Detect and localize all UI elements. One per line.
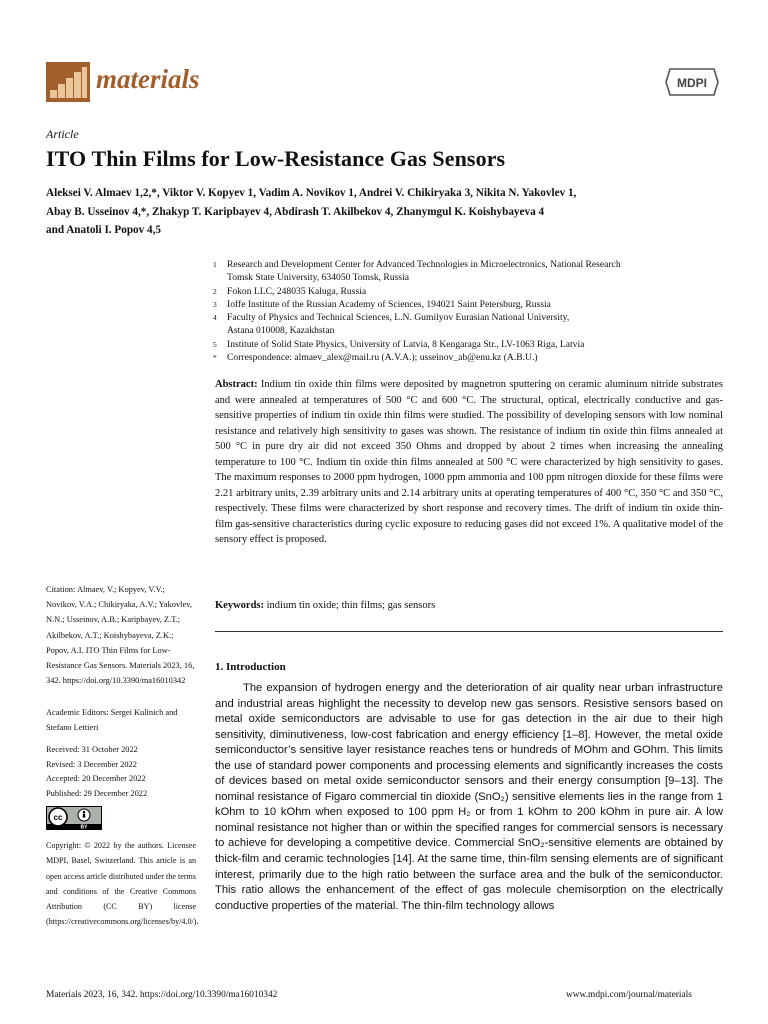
license-badge-text: BY (80, 824, 88, 830)
citation-block: Citation: Almaev, V.; Kopyev, V.V.; Novikov, V.A.; Chikiryaka, A.V.; Yakovlev, N.N.; Usseinov, A.B.; Karipbayev, Z.T.; Akilbekov, A.T.; Koishybayeva, Z.K.; Popov, A.I. ITO Thin Films for Low-Resistance Gas Sensors. Materials 2023, 16, 342. https://doi.org/10.3390/ma16010342 (46, 585, 195, 686)
materials-logo-icon (46, 62, 90, 102)
mdpi-logo-icon (664, 67, 720, 97)
affiliation-item (213, 285, 728, 298)
affiliation-mark: 3 (213, 299, 217, 309)
copyright-notice: Copyright: © 2022 by the authors. Licensee MDPI, Basel, Switzerland. This article is an open access article distributed under the terms and conditions of the Creative Commons Attribution (CC BY) license (https://creativecommons.org/licenses/by/4.0/). (46, 841, 199, 927)
affiliation-mark: 5 (213, 339, 217, 349)
affiliation-line: Faculty of Physics and Technical Sciences, L.N. Gumilyov Eurasian National University, (227, 312, 570, 324)
abstract (215, 377, 723, 548)
academic-editors: Academic Editors: Sergei Kulinich and Stefano Lettieri (46, 708, 178, 733)
journal-name: materials (96, 64, 200, 94)
date-accepted: Accepted: 20 December 2022 (46, 774, 146, 783)
publication-dates (46, 743, 196, 801)
footer-journal-url[interactable]: www.mdpi.com/journal/materials (566, 990, 692, 1000)
affiliation-mark: 2 (213, 286, 217, 296)
author-list (46, 184, 726, 240)
correspondence-line: Correspondence: almaev_alex@mail.ru (A.V.A.); usseinov_ab@enu.kz (A.B.U.) (227, 352, 538, 364)
date-received: Received: 31 October 2022 (46, 745, 138, 754)
abstract-label: Abstract: (215, 379, 258, 390)
affiliation-mark: 1 (213, 260, 217, 269)
author-line: Abay B. Usseinov 4,*, Zhakyp T. Karipbayev 4, Abdirash T. Akilbekov 4, Zhanymgul K. Koishybayeva 4 (46, 205, 545, 218)
svg-text:cc: cc (53, 813, 63, 822)
affiliation-line: Fokon LLC, 248035 Kaluga, Russia (227, 285, 367, 297)
affiliation-line: Astana 010008, Kazakhstan (227, 325, 335, 337)
affiliation-item (213, 311, 728, 338)
paper-title: ITO Thin Films for Low-Resistance Gas Sensors (46, 146, 506, 171)
footer-citation: Materials 2023, 16, 342. https://doi.org/10.3390/ma16010342 (46, 990, 278, 1000)
affiliation-list (213, 258, 728, 364)
intro-paragraph: The expansion of hydrogen energy and the deterioration of air quality near urban infrastructure and industrial areas highlight the necessity to develop new gas sensors. Resistive sensors based on metal oxide semiconductors are advisable to use for gas detection in the air due to their high sensitivity, diminutiveness, low-cost fabrication and energy efficiency [1–8]. However, the metal oxide semiconductor’s sensitive layer resistance reaches tens or hundreds of MOhm and GOhm. This limits the use of standard power components and processing elements and significantly increases the costs of devices based on metal oxide semiconductor sensors and their energy consumption [9–13]. The nominal resistance of Figaro commercial tin dioxide (SnO₂) sensitive elements lies in the range from 1 kOhm to 10 kOhm when exposed to 100 ppm H₂ or from 1 kOhm to 200 kOhm in pure air. A low nominal resistance not higher than or within the specified ranges for commercial sensors is necessary to achieve for developing a competitive device. Commercial SnO₂-sensitive elements are obtained by thick-film and ceramic technologies [14]. At the same time, thin-film sensing elements are of significant interest, primarily due to the high ratio between the surface area and the bulk of the semiconductor. This ratio allows the enhancement of the effect of gas molecule chemisorption on the electrically conductive properties of the material. The thin-film technology allows (215, 682, 723, 912)
keywords-text: indium tin oxide; thin films; gas sensors (266, 600, 436, 611)
intro-body (215, 681, 723, 914)
section-divider (215, 631, 723, 632)
keywords-label: Keywords: (215, 600, 264, 611)
affiliation-line: Research and Development Center for Advanced Technologies in Microelectronics, National Research (227, 259, 621, 270)
cc-by-license-icon[interactable] (46, 806, 102, 830)
article-type: Article (46, 127, 79, 141)
author-line: Aleksei V. Almaev 1,2,*, Viktor V. Kopyev 1, Vadim A. Novikov 1, Andrei V. Chikiryaka 3, Nikita N. Yakovlev 1, (46, 187, 577, 199)
affiliation-line: Tomsk State University, 634050 Tomsk, Russia (227, 272, 410, 284)
publisher-name: MDPI (677, 76, 707, 90)
affiliation-item (213, 258, 728, 285)
affiliation-mark: * (213, 353, 217, 363)
date-revised: Revised: 3 December 2022 (46, 759, 137, 769)
date-published: Published: 29 December 2022 (46, 788, 148, 798)
affiliation-line: Institute of Solid State Physics, University of Latvia, 8 Kengaraga Str., LV-1063 Riga, Latvia (227, 338, 585, 350)
affiliation-mark: 4 (213, 313, 217, 323)
correspondence-item (213, 351, 728, 364)
affiliation-line: Ioffe Institute of the Russian Academy of Sciences, 194021 Saint Petersburg, Russia (227, 298, 551, 310)
affiliation-item (213, 338, 728, 351)
keywords (215, 600, 723, 611)
affiliation-item (213, 298, 728, 311)
abstract-text: Indium tin oxide thin films were deposited by magnetron sputtering on ceramic aluminum nitride substrates and were annealed at temperatures of 500 °C and 600 °C. The structural, optical, electrically conductive and gas-sensitive properties of indium tin oxide thin films were studied. The possibility of developing sensors with low nominal resistance and relatively high sensitivity to gases was shown. The resistance of indium tin oxide thin films annealed at 500 °C in pure dry air did not exceed 350 Ohms and dropped by about 2 times when increasing the annealing temperature to 100 °C. Indium tin oxide thin films annealed at 500 °C were characterized by high sensitivity to gases. The maximum responses to 2000 ppm hydrogen, 1000 ppm ammonia and 100 ppm nitrogen dioxide for these films were 2.21 arbitrary units, 2.39 arbitrary units and 2.14 arbitrary units at operating temperatures of 400 °C, 350 °C and 350 °C, respectively. These films were characterized by short response and recovery times. The drift of indium tin oxide thin-film gas-sensitive characteristics during cyclic exposure to reducing gases did not exceed 1%. A qualitative model of the sensory effect is proposed. (215, 379, 723, 545)
section-heading: 1. Introduction (215, 661, 286, 673)
author-line: and Anatoli I. Popov 4,5 (46, 224, 162, 237)
